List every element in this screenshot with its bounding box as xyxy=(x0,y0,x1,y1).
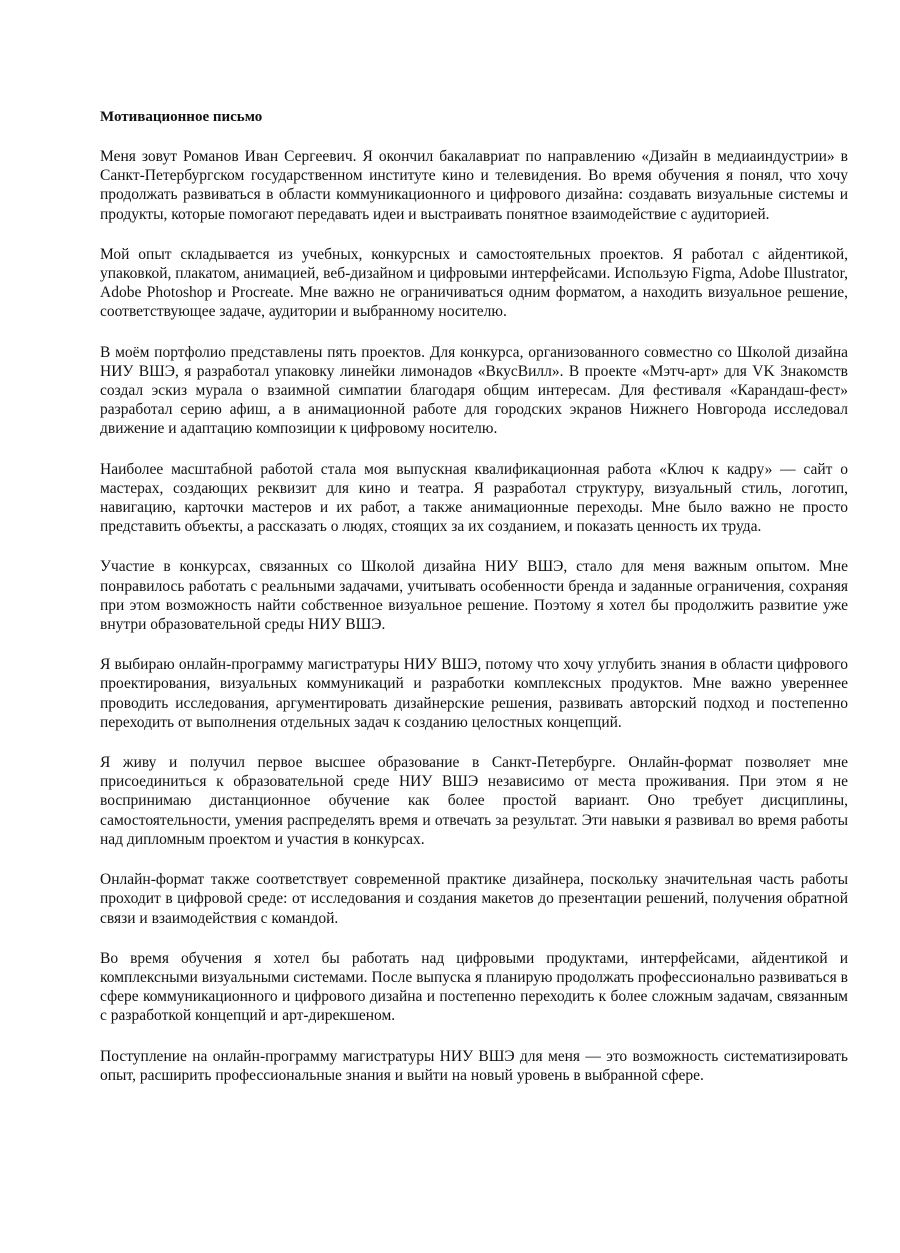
paragraph-intro: Меня зовут Романов Иван Сергеевич. Я окончил бакалавриат по направлению «Дизайн в медиаиндустрии» в Санкт-Петербургском государственном институте кино и телевидения. Во время обучения я понял, что хочу продолжать развиваться в области коммуникационного и цифрового дизайна: создавать визуальные системы и продукты, которые помогают передавать идеи и выстраивать понятное взаимодействие с аудиторией. xyxy=(100,148,848,223)
paragraph-competitions: Участие в конкурсах, связанных со Школой дизайна НИУ ВШЭ, стало для меня важным опытом. Мне понравилось работать с реальными задачами, учитывать особенности бренда и заданные ограничения, сохраняя при этом возможность найти собственное визуальное решение. Поэтому я хотел бы продолжить развитие уже внутри образовательной среды НИУ ВШЭ. xyxy=(100,558,848,634)
paragraph-portfolio: В моём портфолио представлены пять проектов. Для конкурса, организованного совместно со Школой дизайна НИУ ВШЭ, я разработал упаковку линейки лимонадов «ВкусВилл». В проекте «Мэтч-арт» для VK Знакомств создал эскиз мурала о взаимной симпатии благодаря общим интересам. Для фестиваля «Карандаш-фест» разработал серию афиш, а в анимационной работе для городских экранов Нижнего Новгорода исследовал движение и адаптацию композиции к цифровому носителю. xyxy=(100,343,848,438)
paragraph-thesis: Наиболее масштабной работой стала моя выпускная квалификационная работа «Ключ к кадру» — сайт о мастерах, создающих реквизит для кино и театра. Я разработал структуру, визуальный стиль, логотип, навигацию, карточки мастеров и их работ, а также анимационные переходы. Мне было важно не просто представить объекты, а рассказать о людях, стоящих за их созданием, и показать ценность их труда. xyxy=(100,460,848,536)
paragraph-experience: Мой опыт складывается из учебных, конкурсных и самостоятельных проектов. Я работал с айдентикой, упаковкой, плакатом, анимацией, веб-дизайном и цифровыми интерфейсами. Использую Figma, Adobe Illustrator, Adobe Photoshop и Procreate. Мне важно не ограничиваться одним форматом, а находить визуальное решение, соответствующее задаче, аудитории и выбранному носителю. xyxy=(100,245,849,321)
paragraph-program-choice: Я выбираю онлайн-программу магистратуры НИУ ВШЭ, потому что хочу углубить знания в области цифрового проектирования, визуальных коммуникаций и разработки комплексных продуктов. Мне важно увереннее проводить исследования, аргументировать дизайнерские решения, развивать авторский подход и постепенно переходить от выполнения отдельных задач к созданию целостных концепций. xyxy=(100,656,848,731)
paragraph-conclusion: Поступление на онлайн-программу магистратуры НИУ ВШЭ для меня — это возможность систематизировать опыт, расширить профессиональные знания и выйти на новый уровень в выбранной сфере. xyxy=(100,1047,848,1084)
paragraph-online-practice: Онлайн-формат также соответствует современной практике дизайнера, поскольку значительная часть работы проходит в цифровой среде: от исследования и создания макетов до презентации решений, получения обратной связи и взаимодействия с командой. xyxy=(100,871,848,927)
paragraph-online-study: Я живу и получил первое высшее образование в Санкт-Петербурге. Онлайн-формат позволяет мне присоединиться к образовательной среде НИУ ВШЭ независимо от места проживания. При этом я не воспринимаю дистанционное обучение как более простой вариант. Оно требует дисциплины, самостоятельности, умения распределять время и отвечать за результат. Эти навыки я развивал во время работы над дипломным проектом и участия в конкурсах. xyxy=(100,754,848,848)
paragraph-goals: Во время обучения я хотел бы работать над цифровыми продуктами, интерфейсами, айдентикой и комплексными визуальными системами. После выпуска я планирую продолжать профессионально развиваться в сфере коммуникационного и цифрового дизайна и постепенно переходить к более сложным задачам, связанным с разработкой концепций и арт-дирекшеном. xyxy=(100,949,848,1025)
document-title: Мотивационное письмо xyxy=(100,109,263,125)
